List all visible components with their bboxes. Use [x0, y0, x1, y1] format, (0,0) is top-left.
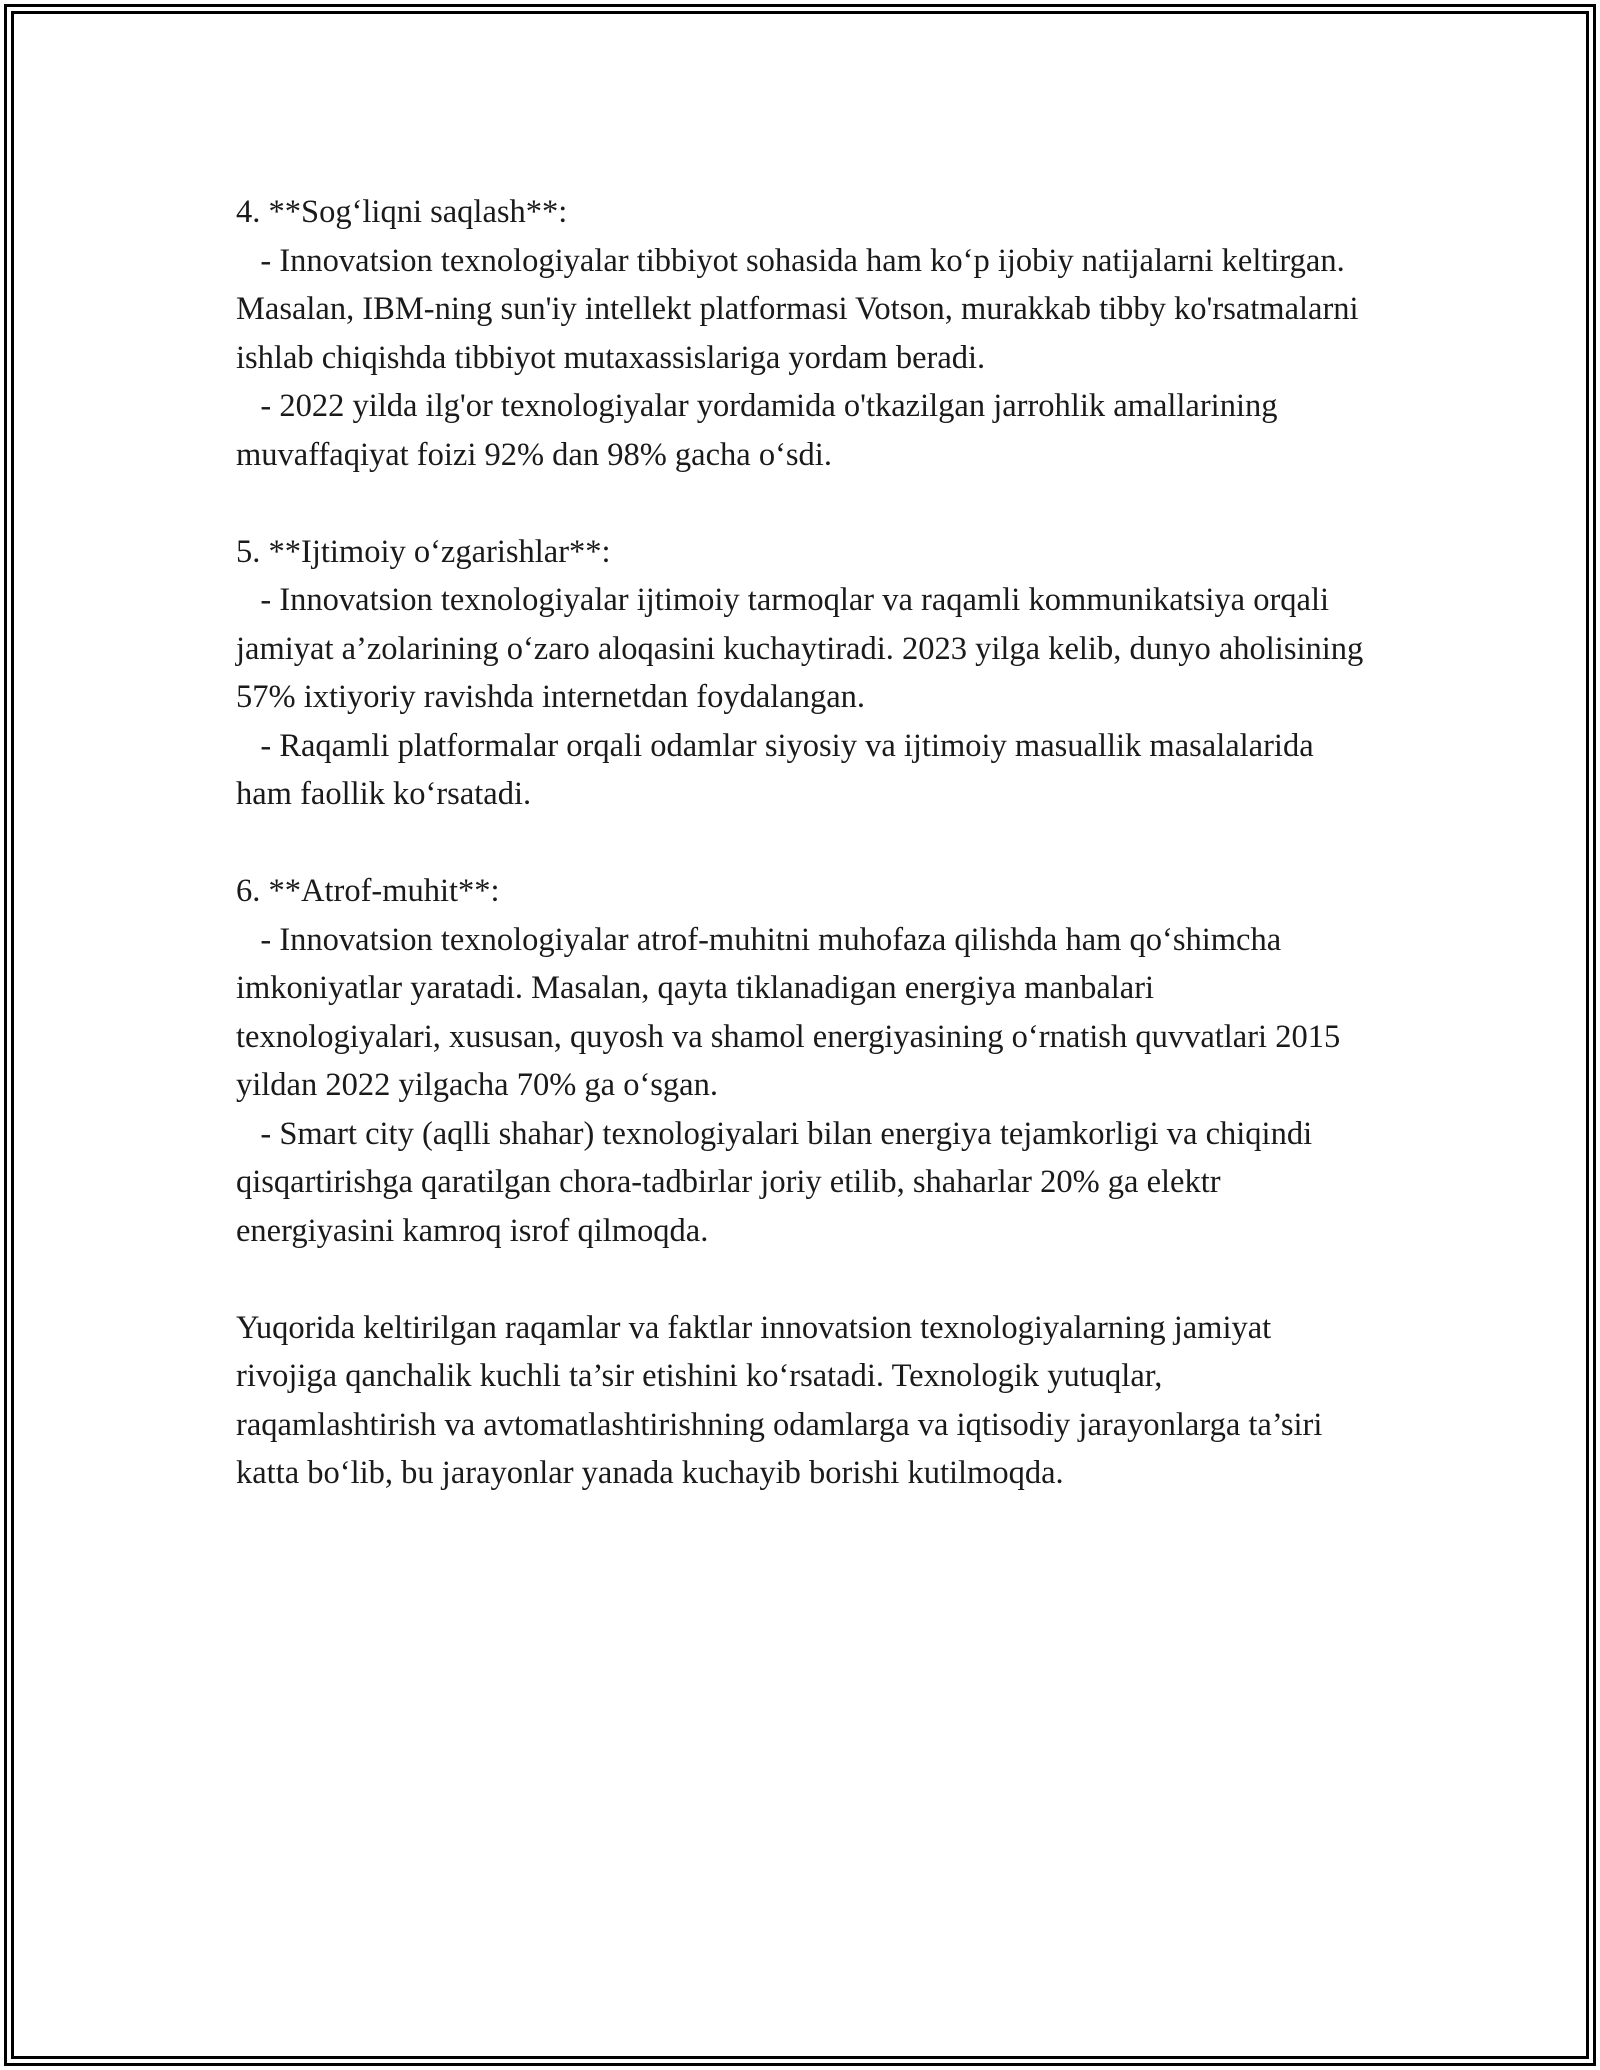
bullet-item: - Smart city (aqlli shahar) texnologiyalari bilan energiya tejamkorligi va chiqindi qisqartirishga qaratilgan chora-tadbirlar joriy etilib, shaharlar 20% ga elektr energiyasini kamroq isrof qilmoqda. — [236, 1115, 1321, 1249]
bullet-item: - Innovatsion texnologiyalar ijtimoiy tarmoqlar va raqamli kommunikatsiya orqali jamiyat a’zolarining o‘zaro aloqasini kuchaytiradi. 2023 yilga kelib, dunyo aholisining 57% ixtiyoriy ravishda internetdan foydalangan. — [236, 582, 1372, 715]
conclusion-paragraph: Yuqorida keltirilgan raqamlar va faktlar innovatsion texnologiyalarning jamiyat rivojiga qanchalik kuchli ta’sir etishini ko‘rsatadi. Texnologik yutuqlar, raqamlashtirish va avtomatlashtirishning odamlarga va iqtisodiy jarayonlarga ta’siri katta bo‘lib, bu jarayonlar yanada kuchayib borishi kutilmoqda. — [236, 1309, 1331, 1491]
section-healthcare — [236, 188, 1366, 479]
section-environment — [236, 867, 1366, 1255]
bullet-item: - Raqamli platformalar orqali odamlar siyosiy va ijtimoiy masuallik masalalarida ham faollik ko‘rsatadi. — [236, 727, 1322, 812]
section-social-changes — [236, 528, 1372, 819]
section-heading: 5. **Ijtimoiy o‘zgarishlar**: — [236, 533, 611, 570]
section-heading: 4. **Sog‘liqni saqlash**: — [236, 194, 568, 230]
bullet-item: - Innovatsion texnologiyalar atrof-muhitni muhofaza qilishda ham qo‘shimcha imkoniyatlar yaratadi. Masalan, qayta tiklanadigan energiya manbalari texnologiyalari, xususan, quyosh va shamol energiyasining o‘rnatish quvvatlari 2015 yildan 2022 yilgacha 70% ga o‘sgan. — [236, 921, 1349, 1103]
bullet-item: - Innovatsion texnologiyalar tibbiyot sohasida ham ko‘p ijobiy natijalarni keltirgan. Masalan, IBM-ning sun'iy intellekt platformasi Votson, murakkab tibby ko'rsatmalarni ishlab chiqishda tibbiyot mutaxassislariga yordam beradi. — [236, 242, 1367, 376]
document-body — [236, 188, 1372, 1498]
bullet-item: - 2022 yilda ilg'or texnologiyalar yordamida o'tkazilgan jarrohlik amallarining muvaffaqiyat foizi 92% dan 98% gacha o‘sdi. — [236, 388, 1286, 473]
section-heading: 6. **Atrof-muhit**: — [236, 873, 500, 909]
